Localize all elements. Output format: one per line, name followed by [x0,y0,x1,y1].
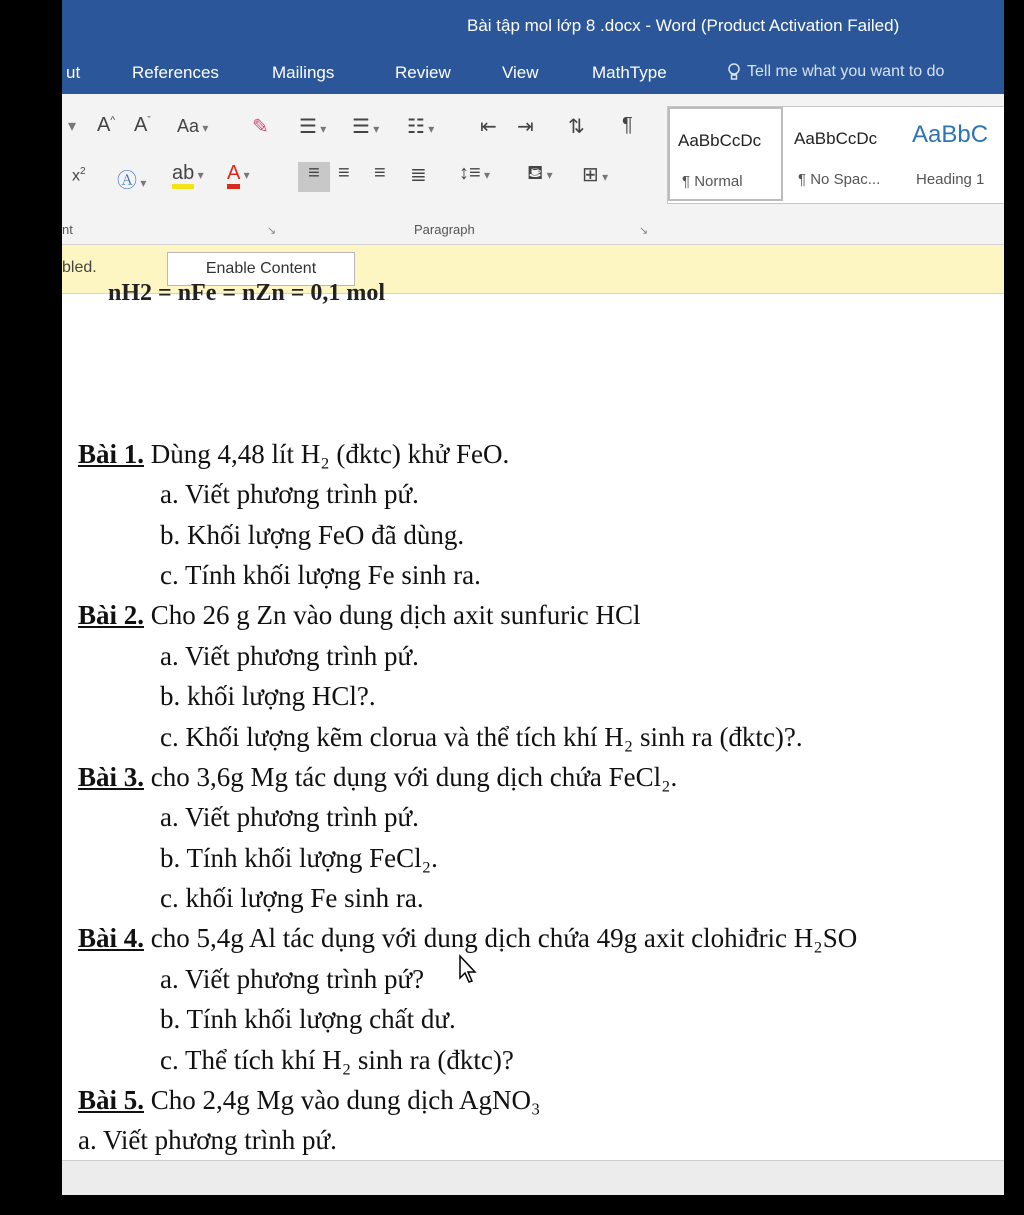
tab-mailings[interactable]: Mailings [272,63,335,82]
bai2-text: Cho 26 g Zn vào dung dịch axit sunfuric HCl [150,600,641,630]
numbering-icon[interactable]: ☰ ▾ [352,116,380,138]
ribbon [62,94,1004,245]
bai2-line [78,600,640,631]
style-normal[interactable] [668,107,783,201]
bai1-item-c: c. Tính khối lượng Fe sinh ra. [160,560,481,590]
bai3-item-a: a. Viết phương trình pứ. [160,802,419,832]
bullets-icon[interactable]: ☰ ▾ [299,116,327,138]
style-normal-preview: AaBbCcDc [678,131,762,150]
style-normal-name: ¶ Normal [682,173,743,190]
align-right-icon[interactable]: ≡ [374,162,386,184]
style-heading-name: Heading 1 [916,171,985,188]
bai2-item-c: c. Khối lượng kẽm clorua và thể tích khí H₂ sinh ra (đktc)?. [160,722,803,752]
align-left-icon[interactable]: ≡ [298,162,330,192]
status-bar [62,1160,1004,1195]
style-heading-1[interactable] [904,107,1004,201]
bai5-label: Bài 5. [78,1085,145,1115]
bai4-item-a: a. Viết phương trình pứ? [160,964,425,994]
bai2-item-b: b. khối lượng HCl?. [160,681,376,711]
justify-icon[interactable]: ≣ [410,164,427,186]
document-page[interactable] [62,280,1004,1160]
font-dialog-launcher-icon[interactable]: ↘ [267,225,277,237]
bai1-item-b: b. Khối lượng FeO đã dùng. [160,520,465,550]
window-title: Bài tập mol lớp 8 .docx - Word (Product Activation Failed) [467,16,900,35]
font-group-label: nt [62,222,73,237]
tell-me-text: Tell me what you want to do [747,63,945,80]
bai1-text: Dùng 4,48 lít H₂ (đktc) khử FeO. [150,439,510,469]
bai3-item-c: c. khối lượng Fe sinh ra. [160,883,424,913]
style-heading-preview: AaBbC [912,121,989,148]
line-spacing-icon[interactable]: ↕≡ ▾ [459,162,491,184]
bai4-item-b: b. Tính khối lượng chất dư. [160,1004,456,1034]
bai4-text: cho 5,4g Al tác dụng với dung dịch chứa 49g axit clohiđric H₂SO [150,923,858,953]
bai3-label: Bài 3. [78,762,145,792]
ribbon-tabs [62,52,1004,94]
font-size-dropdown-icon[interactable]: ▾ [68,118,77,135]
bai5-item-a: a. Viết phương trình pứ. [78,1125,337,1155]
bai5-line [78,1085,540,1116]
shading-icon[interactable]: ⛾ ▾ [527,162,553,184]
word-window [62,0,1004,1195]
bai4-line [78,923,857,954]
bai1-line [78,439,509,470]
bai1-item-a: a. Viết phương trình pứ. [160,479,419,509]
title-bar [62,0,1004,52]
paragraph-group-label: Paragraph [414,222,475,237]
increase-indent-icon[interactable]: ⇥ [517,116,534,138]
cut-off-line: nH2 = nFe = nZn = 0,1 mol [108,280,386,306]
bai3-item-b: b. Tính khối lượng FeCl₂. [160,843,438,873]
bai3-line [78,762,677,793]
message-text: bled. [62,259,97,276]
style-no-spacing[interactable] [786,107,901,201]
decrease-indent-icon[interactable]: ⇤ [480,116,497,138]
superscript-icon[interactable]: $x^2$ [72,166,86,185]
bai4-label: Bài 4. [78,923,145,953]
grow-font-icon[interactable]: A^ [97,114,116,136]
tab-review[interactable]: Review [395,63,451,82]
lightbulb-icon [727,63,741,81]
paragraph-dialog-launcher-icon[interactable]: ↘ [639,225,649,237]
align-center-icon[interactable]: ≡ [338,162,350,184]
borders-icon[interactable]: ⊞ ▾ [582,164,609,186]
bai2-label: Bài 2. [78,600,145,630]
change-case-button[interactable]: Aa ▾ [177,116,209,136]
shrink-font-icon[interactable]: $A^ˇ$ [134,114,151,136]
bai2-item-a: a. Viết phương trình pứ. [160,641,419,671]
tell-me-box[interactable] [727,63,944,81]
bai4-item-c: c. Thể tích khí H₂ sinh ra (đktc)? [160,1045,514,1075]
tab-view[interactable]: View [502,63,539,82]
style-no-spacing-preview: AaBbCcDc [794,129,878,148]
mouse-cursor-icon [458,954,478,984]
bai3-text: cho 3,6g Mg tác dụng với dung dịch chứa FeCl₂. [150,762,678,792]
change-case-label: Aa [177,116,200,136]
highlight-icon[interactable]: ab ▾ [172,162,204,185]
font-color-icon[interactable]: A ▾ [227,162,250,185]
styles-gallery [667,106,1004,204]
bai1-label: Bài 1. [78,439,145,469]
bai5-text: Cho 2,4g Mg vào dung dịch AgNO₃ [150,1085,541,1115]
style-no-spacing-name: ¶ No Spac... [798,171,881,188]
tab-mathtype[interactable]: MathType [592,63,667,82]
pilcrow-icon[interactable]: ¶ [622,114,633,136]
clear-formatting-icon[interactable]: ✎ [252,116,269,138]
text-effects-icon[interactable]: Ⓐ ▾ [117,170,147,192]
tab-references[interactable]: References [132,63,219,82]
multilevel-list-icon[interactable]: ☷ ▾ [407,116,435,138]
tab-layout[interactable]: ut [66,63,81,82]
sort-icon[interactable]: ⇅ [568,116,585,138]
enable-content-button[interactable]: Enable Content [167,252,355,286]
